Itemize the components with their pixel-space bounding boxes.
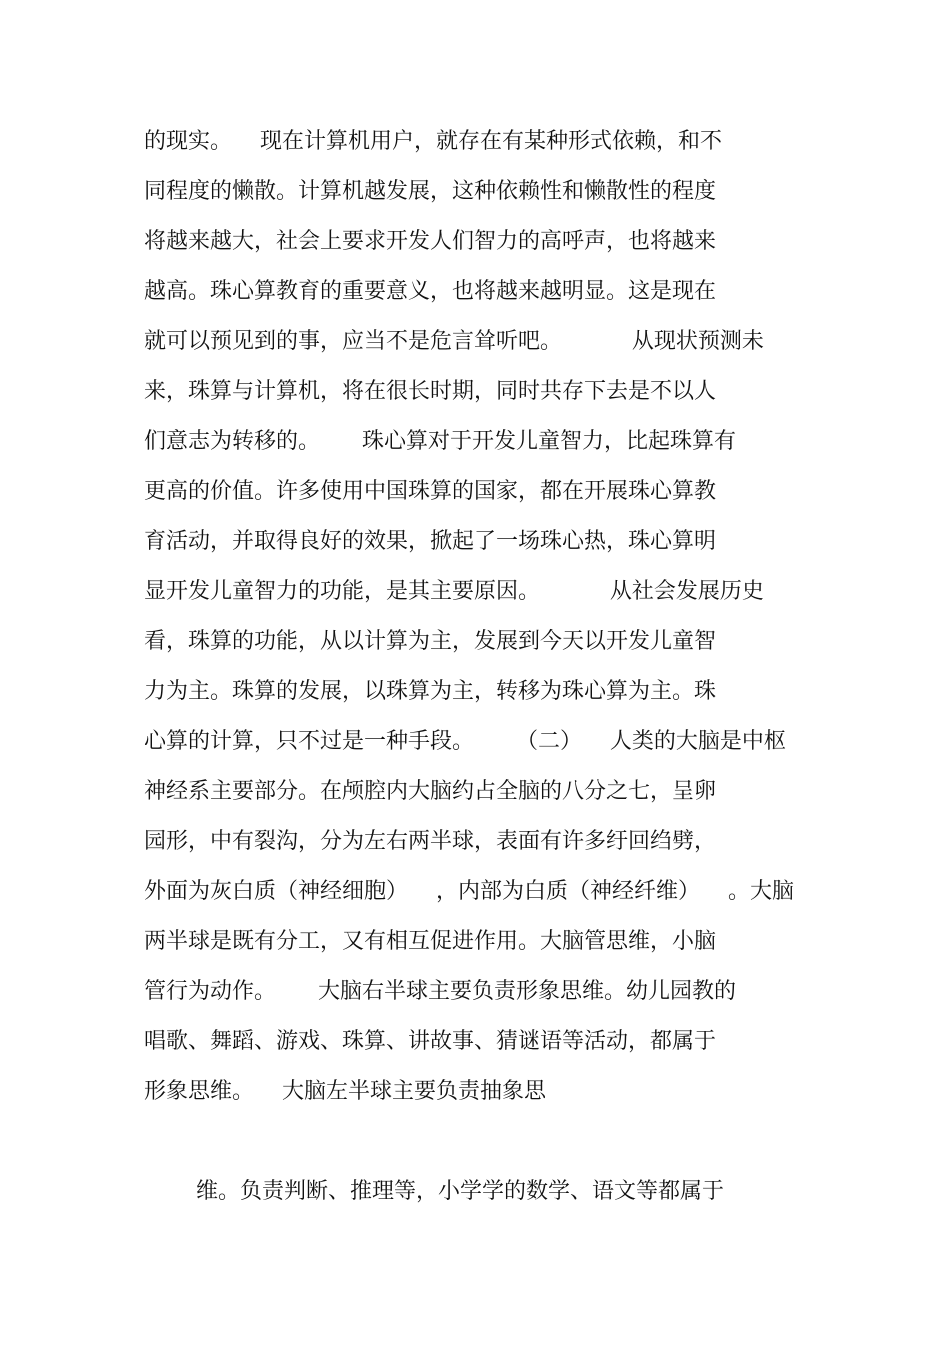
text-line: 的现实。 现在计算机用户，就存在有某种形式依赖，和不 <box>144 129 722 154</box>
text-line: 形象思维。 大脑左半球主要负责抽象思 <box>144 1079 546 1104</box>
text-line: 将越来越大，社会上要求开发人们智力的高呼声，也将越来 <box>144 229 717 254</box>
text-line: 心算的计算，只不过是一种手段。 （二） 人类的大脑是中枢 <box>144 729 786 754</box>
text-line: 两半球是既有分工，又有相互促进作用。大脑管思维，小脑 <box>144 929 717 954</box>
text-line: 力为主。珠算的发展，以珠算为主，转移为珠心算为主。珠 <box>144 679 717 704</box>
text-line: 就可以预见到的事，应当不是危言耸听吧。 从现状预测未 <box>144 329 764 354</box>
text-line: 神经系主要部分。在颅腔内大脑约占全脑的八分之七，呈卵 <box>144 779 717 804</box>
text-line: 更高的价值。许多使用中国珠算的国家，都在开展珠心算教 <box>144 479 717 504</box>
text-line: 唱歌、舞蹈、游戏、珠算、讲故事、猜谜语等活动，都属于 <box>144 1029 717 1054</box>
continuation-line: 维。负责判断、推理等，小学学的数学、语文等都属于 <box>196 1179 725 1204</box>
text-line: 管行为动作。 大脑右半球主要负责形象思维。幼儿园教的 <box>144 979 736 1004</box>
text-line: 同程度的懒散。计算机越发展，这种依赖性和懒散性的程度 <box>144 179 717 204</box>
text-line: 外面为灰白质（神经细胞） ，内部为白质（神经纤维） 。大脑 <box>144 879 794 904</box>
text-line: 们意志为转移的。 珠心算对于开发儿童智力，比起珠算有 <box>144 429 736 454</box>
text-line: 显开发儿童智力的功能，是其主要原因。 从社会发展历史 <box>144 579 764 604</box>
text-line: 园形，中有裂沟，分为左右两半球，表面有许多纡回绉劈， <box>144 829 717 854</box>
text-line: 看，珠算的功能，从以计算为主，发展到今天以开发儿童智 <box>144 629 717 654</box>
text-line: 育活动，并取得良好的效果，掀起了一场珠心热，珠心算明 <box>144 529 717 554</box>
text-line: 来，珠算与计算机，将在很长时期，同时共存下去是不以人 <box>144 379 717 404</box>
text-line: 越高。珠心算教育的重要意义，也将越来越明显。这是现在 <box>144 279 717 304</box>
